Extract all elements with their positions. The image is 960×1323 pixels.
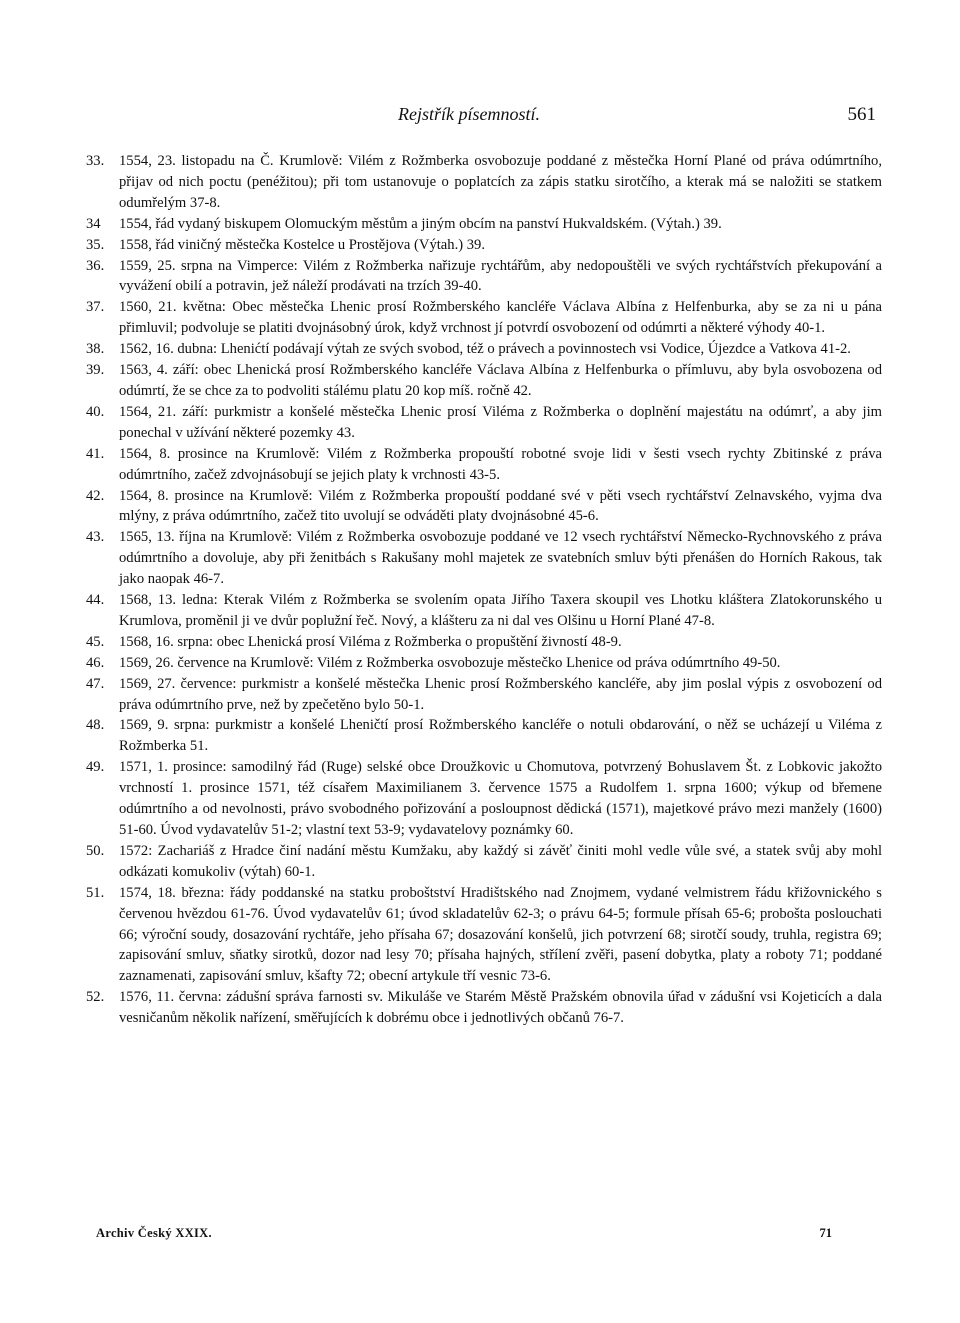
register-entry bbox=[86, 486, 882, 528]
entry-text: 1560, 21. května: Obec městečka Lhenic prosí Rožmberského kancléře Václava Albína z Helfenburka, aby se za ni u pána přimluvil; podvoluje se platiti dvojnásobný úrok, když vrchnost jí potvrdí osvobození od odúmrti a některé výhody 40-1. bbox=[119, 299, 882, 337]
entry-number: 42. bbox=[86, 487, 105, 504]
entry-number: 50. bbox=[86, 842, 105, 859]
entry-text: 1558, řád viničný městečka Kostelce u Prostějova (Výtah.) 39. bbox=[119, 236, 485, 253]
register-entry bbox=[86, 444, 882, 486]
footer-publication: Archiv Český XXIX. bbox=[96, 1226, 212, 1240]
entry-text: 1565, 13. října na Krumlově: Vilém z Rožmberka osvobozuje poddané ve 12 vsech rychtářství Německo-Rychnovského z práva odúmrtního a dovoluje, aby při ženitbách s Rakušany mohl majetek ze svatebních smluv býti přenášen do Horních Rakous, tak jako naopak 46-7. bbox=[119, 529, 882, 588]
entry-text: 1569, 9. srpna: purkmistr a konšelé Lheničtí prosí Rožmberského kancléře o notuli obdarování, o něž se ucházejí u Viléma z Rožmberka 51. bbox=[119, 717, 882, 755]
register-entries bbox=[86, 151, 882, 1029]
entry-number: 49. bbox=[86, 759, 105, 776]
entry-text: 1559, 25. srpna na Vimperce: Vilém z Rožmberka nařizuje rychtářům, aby nedopouštěli ve svých rychtářstvích překupování a vyvážení obilí a potravin, jež náleží prodávati na trzích 39-40. bbox=[119, 257, 882, 295]
page-header bbox=[86, 104, 876, 128]
entry-text: 1568, 13. ledna: Kterak Vilém z Rožmberka se svolením opata Jiřího Taxera skoupil ves Lhotku kláštera Zlatokorunského u Krumlova, proměnil ji ve dvůr poplužní řeč. Nový, a klášteru za ni dal ves Olšinu u Horní Plané 47-8. bbox=[119, 592, 882, 629]
entry-number: 33. bbox=[86, 153, 105, 169]
entry-text: 1554, řád vydaný biskupem Olomuckým městům a jiným obcím na panství Hukvaldském. (Výtah.) 39. bbox=[119, 215, 722, 232]
register-entry bbox=[86, 235, 882, 256]
entry-number: 39. bbox=[86, 362, 105, 379]
register-entry bbox=[86, 360, 882, 402]
entry-number: 46. bbox=[86, 654, 105, 671]
register-entry bbox=[86, 883, 882, 988]
entry-number: 48. bbox=[86, 717, 105, 734]
entry-number: 47. bbox=[86, 675, 105, 692]
entry-text: 1569, 27. července: purkmistr a konšelé městečka Lhenic prosí Rožmberského kancléře, aby jim poslal výpis z osvobození od práva odúmrtního prve, než by zpečetěno bylo 50-1. bbox=[119, 675, 882, 713]
register-entry bbox=[86, 674, 882, 716]
entry-number: 43. bbox=[86, 529, 105, 546]
register-entry bbox=[86, 256, 882, 298]
entry-number: 36. bbox=[86, 257, 105, 274]
register-entry bbox=[86, 715, 882, 757]
footer-signature: 71 bbox=[819, 1226, 832, 1240]
register-entry bbox=[86, 402, 882, 444]
entry-text: 1574, 18. března: řády poddanské na statku proboštství Hradištského nad Znojmem, vydané velmistrem řádu křižovnického s červenou hvězdou 61-76. Úvod vydavatelův 61; úvod skladatelův 62-3; o právu 64-5; formule přísah 65-6; probošta poslouchati 66; výroční soudy, dosazování rychtáře, jeho přísaha 67; dosazování konšelů, jich potvrzení 68; sirotčí soudy, truhla, registra 69; zapisování smluv, sňatky sirotků, dozor nad lesy 70; přísaha hajných, střílení zvěři, pasení dobytka, platy a roboty 71; poddané zaznamenati, zapisování smluv, kšafty 72; obecní artykule tří vesnic 73-6. bbox=[119, 884, 882, 985]
page-footer bbox=[96, 1226, 832, 1246]
register-entry bbox=[86, 757, 882, 841]
entry-number: 52. bbox=[86, 989, 105, 1006]
entry-number: 44. bbox=[86, 592, 105, 609]
register-entry bbox=[86, 297, 882, 339]
register-entry bbox=[86, 987, 882, 1029]
entry-number: 45. bbox=[86, 633, 105, 650]
register-entry bbox=[86, 590, 882, 632]
register-entry bbox=[86, 151, 882, 214]
entry-text: 1576, 11. června: zádušní správa farnosti sv. Mikuláše ve Starém Městě Pražském obnovila úřad v zádušní vsi Kojeticích a dala vesničanům několik nařízení, směřujících k dobrému obce i jednotlivých občanů 76-7. bbox=[119, 989, 882, 1027]
entry-text: 1568, 16. srpna: obec Lhenická prosí Viléma z Rožmberka o propuštění živností 48-9. bbox=[119, 633, 622, 650]
entry-number: 35. bbox=[86, 236, 105, 253]
entry-text: 1572: Zachariáš z Hradce činí nadání městu Kumžaku, aby každý si závěť činiti mohl vedle vůle své, a statek svůj aby mohl odkázati komukoliv (výtah) 60-1. bbox=[119, 842, 882, 880]
register-entry bbox=[86, 527, 882, 590]
entry-number: 51. bbox=[86, 884, 105, 901]
register-entry bbox=[86, 632, 882, 653]
entry-text: 1562, 16. dubna: Lhenićtí podávají výtah ze svých svobod, též o právech a povinnostech vsi Vodice, Újezdce a Vatkova 41-2. bbox=[119, 341, 851, 358]
register-entry bbox=[86, 653, 882, 674]
entry-number: 37. bbox=[86, 299, 105, 316]
register-entry bbox=[86, 214, 882, 235]
running-title: Rejstřík písemností. bbox=[398, 104, 540, 124]
entry-text: 1569, 26. července na Krumlově: Vilém z Rožmberka osvobozuje městečko Lhenice od práva odúmrtního 49-50. bbox=[119, 654, 781, 671]
register-entry bbox=[86, 841, 882, 883]
page-number: 561 bbox=[847, 104, 876, 125]
entry-text: 1554, 23. listopadu na Č. Krumlově: Vilém z Rožmberka osvobozuje poddané z městečka Horní Plané od práva odúmrtního, přijav od nich poctu (penéžitou); při tom ustanovuje o poplatcích za zápis statku sirotčího, a kterak má se naložiti se statkem odumřelým 37-8. bbox=[119, 153, 882, 211]
entry-text: 1564, 8. prosince na Krumlově: Vilém z Rožmberka propouští poddané své v pěti vsech rychtářství Zelnavského, vyjma dva mlýny, z práva odúmrtního, začež tito uvolují se odváděti platy dvojnásobné 45-6. bbox=[119, 487, 882, 525]
entry-text: 1571, 1. prosince: samodilný řád (Ruge) selské obce Droužkovic u Chomutova, potvrzený Bohuslavem Št. z Lobkovic jakožto vrchností 1. prosince 1571, též císařem Maximilianem 3. července 1575 a Rudolfem 1. srpna 1600; výkup od břemene odúmrtního a od nevolnosti, právo svobodného pořizování a posloupnost dědická (1571), majetkové právo mezi manžely (1600) 51-60. Úvod vydavatelův 51-2; vlastní text 53-9; vydavatelovy poznámky 60. bbox=[119, 759, 882, 838]
entry-text: 1564, 21. září: purkmistr a konšelé městečka Lhenic prosí Viléma z Rožmberka o doplnění majestátu na odúmrť, a aby jim ponechal v užívání některé pozemky 43. bbox=[119, 403, 882, 441]
register-entry bbox=[86, 339, 882, 360]
entry-number: 34 bbox=[86, 215, 101, 232]
entry-number: 40. bbox=[86, 403, 105, 420]
entry-text: 1563, 4. září: obec Lhenická prosí Rožmberského kancléře Václava Albína z Helfenburka o přímluvu, aby byla osvobozena od odúmrtí, že se chce za to podvoliti stálému platu 20 kop míš. ročně 42. bbox=[119, 362, 882, 399]
entry-number: 38. bbox=[86, 341, 105, 358]
entry-text: 1564, 8. prosince na Krumlově: Vilém z Rožmberka propouští robotné svoje lidi v šesti vsech rychty Zbitinské z práva odúmrtního, začež zdvojnásobují se jejich platy k vrchnosti 43-5. bbox=[119, 445, 882, 483]
entry-number: 41. bbox=[86, 445, 105, 462]
